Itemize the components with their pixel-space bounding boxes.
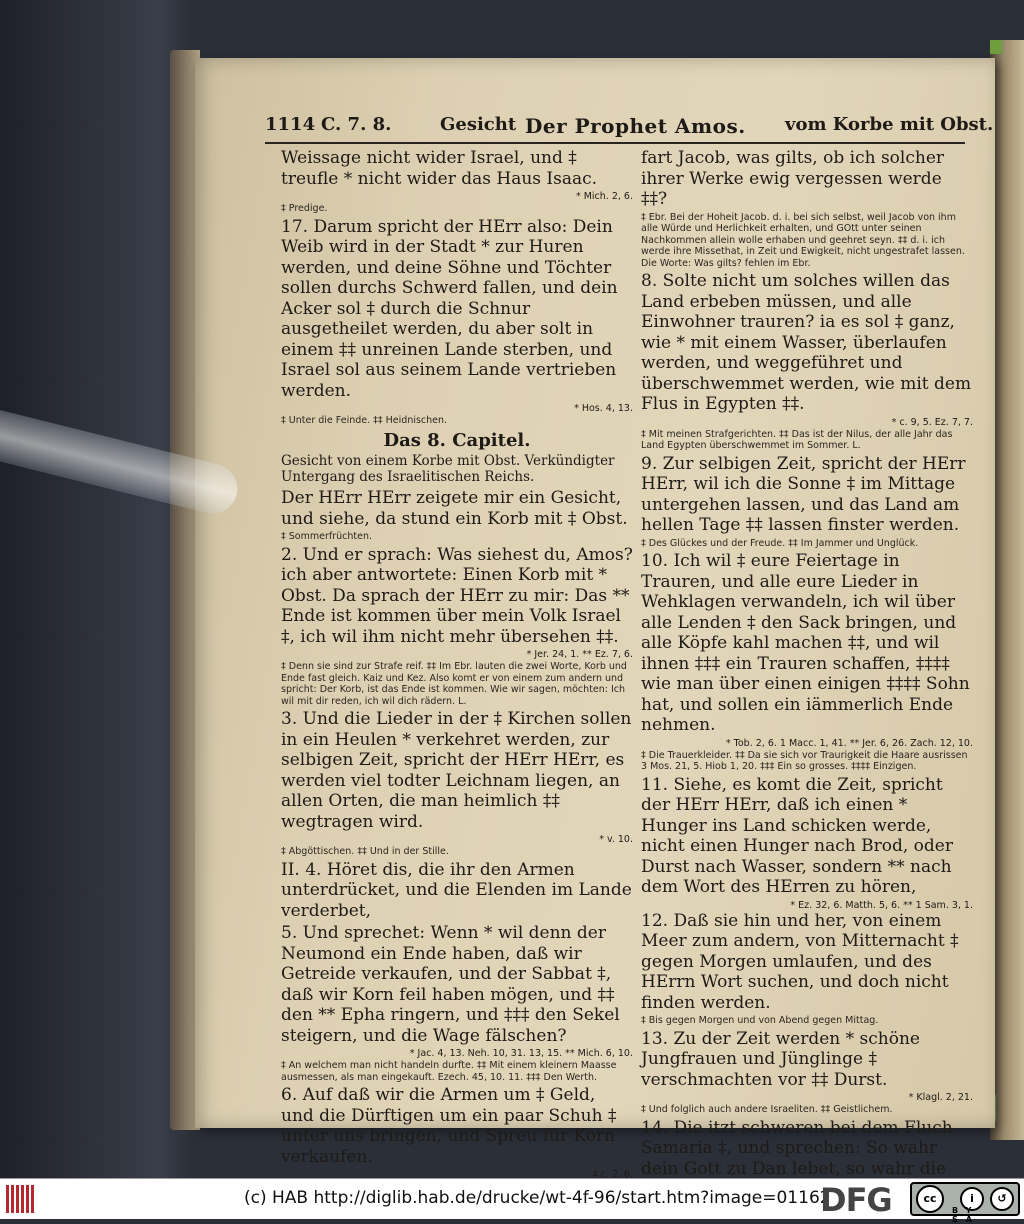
footnote: ‡ Des Glückes und der Freude. ‡‡ Im Jammer und Unglück. <box>641 537 919 549</box>
verse-7-17: 17. Darum spricht der HErr also: Dein Weib wird in der Stadt * zur Huren werden, und deine Söhne und Töchter sollen durchs Schwerd fallen, und dein Acker sol ‡ durch die Schnur ausgetheilet werden, du aber solt in einem ‡‡ unreinen Lande sterben, und Israel sol aus seinem Lande vertrieben werden. <box>281 216 618 401</box>
cross-reference: * Jer. 24, 1. ** Ez. 7, 6. <box>526 649 633 660</box>
verse-8-7-continued: fart Jacob, was gilts, ob ich solcher ihrer Werke ewig vergessen werde ‡‡? <box>641 148 945 209</box>
verse-8-1: Der HErr HErr zeigete mir ein Gesicht, und siehe, da stund ein Korb mit ‡ Obst. <box>281 488 628 529</box>
facing-page-edge <box>990 40 1024 1140</box>
footnote: ‡ Ebr. Bei der Hoheit Jacob. d. i. bei sich selbst, weil Jacob von ihm alle Würde und Herlichkeit erhalten, und GOtt unter seinen Nachkommen allein wolle erhaben und geehret seyn. ‡‡ d. i. ich werde ihre Missethat, in Zeit und Ewigkeit, nicht ungestrafet lassen. Die Worte: Was gilts? fehlen im Ebr. <box>641 211 965 269</box>
footnote: ‡ Sommerfrüchten. <box>281 531 372 542</box>
footnote: ‡ Predige. <box>281 203 328 214</box>
footnote: ‡ Mit meinen Strafgerichten. ‡‡ Das ist der Nilus, der alle Jahr das Land Egypten überschwemmet im Sommer. L. <box>641 428 953 451</box>
verse-8-4: II. 4. Höret dis, die ihr den Armen unterdrücket, und die Elenden im Lande verderbet, <box>281 859 632 921</box>
footnote: ‡ Bis gegen Morgen und von Abend gegen Mittag. <box>641 1015 879 1026</box>
dfg-logo: DFG <box>820 1181 892 1219</box>
book-page <box>195 58 995 1178</box>
running-header <box>265 114 994 142</box>
footnote: ‡ Abgöttischen. ‡‡ Und in der Stille. <box>281 846 449 857</box>
section-label: Gesicht <box>440 114 517 135</box>
cross-reference: * Ez. 32, 6. Matth. 5, 6. ** 1 Sam. 3, 1. <box>790 899 973 911</box>
verse-8-9: 9. Zur selbigen Zeit, spricht der HErr HErr, wil ich die Sonne ‡ im Mittage untergehen lassen, und das Land am hellen Tage ‡‡ lassen finster werden. <box>641 453 966 535</box>
copyright-link[interactable]: (c) HAB http://diglib.hab.de/drucke/wt-4f-96/start.htm?image=01162 <box>244 1188 831 1208</box>
footnote: ‡ Und folglich auch andere Israeliten. ‡‡ Geistlichem. <box>641 1104 893 1115</box>
footer-bar <box>0 1178 1024 1224</box>
cross-reference: * Mich. 2, 6. <box>575 191 633 202</box>
cc-license-badge[interactable] <box>910 1182 1020 1224</box>
cross-reference: * v. 10. <box>599 834 633 845</box>
left-column <box>281 148 633 1178</box>
creative-commons-icon: cc <box>916 1185 944 1213</box>
attribution-icon: i <box>960 1187 984 1211</box>
verse-8-11: 11. Siehe, es komt die Zeit, spricht der HErr HErr, daß ich einen * Hunger ins Land schicken werde, nicht einen Hunger nach Brod, oder Durst nach Wasser, sondern ** nach dem Wort des HErren zu hören, <box>641 774 953 897</box>
right-column <box>641 148 973 1178</box>
cross-reference: * Tob. 2, 6. 1 Macc. 1, 41. ** Jer. 6, 26. Zach. 12, 10. <box>725 737 973 749</box>
page-number: 1114 <box>265 114 316 135</box>
footnote: ‡ Unter die Feinde. ‡‡ Heidnischen. <box>281 415 448 426</box>
cross-reference: ‡ c. 2, 6. <box>592 1169 633 1178</box>
verse-8-12: 12. Daß sie hin und her, von einem Meer zum andern, von Mitternacht ‡ gegen Morgen umlaufen, und des HErrn Wort suchen, und doch nicht finden werden. <box>641 910 959 1013</box>
hab-logo-icon <box>6 1185 40 1213</box>
chapter-heading: Das 8. Capitel. <box>383 429 531 451</box>
right-running-title: vom Korbe mit Obst. <box>785 114 994 135</box>
footnote: ‡ Denn sie sind zur Strafe reif. ‡‡ Im Ebr. lauten die zwei Worte, Korb und Ende fast gleich. Kaiz und Kez. Also komt er von einem zum andern und spricht: Der Korb, ist das Ende ist kommen. Wie wir sagen, möchten: Ich wil mit dir reden, ich wil dich rädern. L. <box>281 661 627 707</box>
verse-7-16: Weissage nicht wider Israel, und ‡ treufle * nicht wider das Haus Isaac. <box>281 148 598 189</box>
cross-reference: * Hos. 4, 13. <box>574 403 633 414</box>
verse-8-14: 14. Die itzt schweren bei dem Fluch Samaria ‡, und sprechen: So wahr dein Gott zu Dan lebet, so wahr die <box>641 1117 953 1178</box>
verse-8-8: 8. Solte nicht um solches willen das Land erbeben müssen, und alle Einwohner trauren? ia es sol ‡ ganz, wie * mit einem Wasser, überlaufen werden, und weggeführet und überschwemmet werden, wie mit dem Flus in Egypten ‡‡. <box>641 271 972 414</box>
book-title: Der Prophet Amos. <box>525 114 746 138</box>
cross-reference: * Klagl. 2, 21. <box>908 1092 973 1103</box>
license-labels: BY SA <box>952 1206 980 1224</box>
verse-8-13: 13. Zu der Zeit werden * schöne Jungfrauen und Jünglinge ‡ verschmachten vor ‡‡ Durst. <box>641 1028 920 1090</box>
footnote: ‡ Die Trauerkleider. ‡‡ Da sie sich vor Traurigkeit die Haare ausrissen 3 Mos. 21, 5. Hiob 1, 20. ‡‡‡ Ein so grosses. ‡‡‡‡ Einzigen. <box>641 749 968 772</box>
cross-reference: * c. 9, 5. Ez. 7, 7. <box>891 416 973 428</box>
verse-8-5: 5. Und sprechet: Wenn * wil denn der Neumond ein Ende haben, daß wir Getreide verkaufen, und der Sabbat ‡, daß wir Korn feil haben mögen, und ‡‡ den ** Epha ringern, und ‡‡‡ den Sekel steigern, und die Wage fälschen? <box>281 923 620 1046</box>
footnote: ‡ An welchem man nicht handeln durfte. ‡‡ Mit einem kleinern Maasse ausmessen, als man eingekauft. Ezech. 45, 10. 11. ‡‡‡ Den Werth. <box>281 1060 617 1083</box>
chapter-reference: C. 7. 8. <box>321 114 392 135</box>
verse-8-6: 6. Auf daß wir die Armen um ‡ Geld, und die Dürftigen um ein paar Schuh ‡ unter uns bringen, und Spreu für Korn verkaufen. <box>281 1085 617 1167</box>
verse-8-10: 10. Ich wil ‡ eure Feiertage in Trauren, und alle eure Lieder in Wehklagen verwandeln, ich wil über alle Lenden ‡ den Sack bringen, und alle Köpfe kahl machen ‡‡, und wil ihnen ‡‡‡ ein Trauren schaffen, ‡‡‡‡ wie man über einen einigen ‡‡‡‡ Sohn hat, und sollen ein iämmerlich Ende nehmen. <box>641 551 970 735</box>
header-rule <box>265 142 965 144</box>
chapter-summary: Gesicht von einem Korbe mit Obst. Verkündigter Untergang des Israelitischen Reichs. <box>281 453 615 485</box>
verse-8-3: 3. Und die Lieder in der ‡ Kirchen sollen in ein Heulen * verkehret werden, zur selbigen Zeit, spricht der HErr HErr, es werden viel todter Leichnam liegen, an allen Orten, die man heimlich ‡‡ wegtragen wird. <box>281 709 632 832</box>
verse-8-2: 2. Und er sprach: Was siehest du, Amos? ich aber antwortete: Einen Korb mit * Obst. Da sprach der HErr zu mir: Das ** Ende ist kommen über mein Volk Israel ‡, ich wil ihm nicht mehr übersehen ‡‡. <box>281 544 633 647</box>
bookmark-ribbon <box>990 40 1002 54</box>
share-alike-icon: ↺ <box>990 1187 1014 1211</box>
cross-reference: * Jac. 4, 13. Neh. 10, 31. 13, 15. ** Mich. 6, 10. <box>409 1048 633 1059</box>
